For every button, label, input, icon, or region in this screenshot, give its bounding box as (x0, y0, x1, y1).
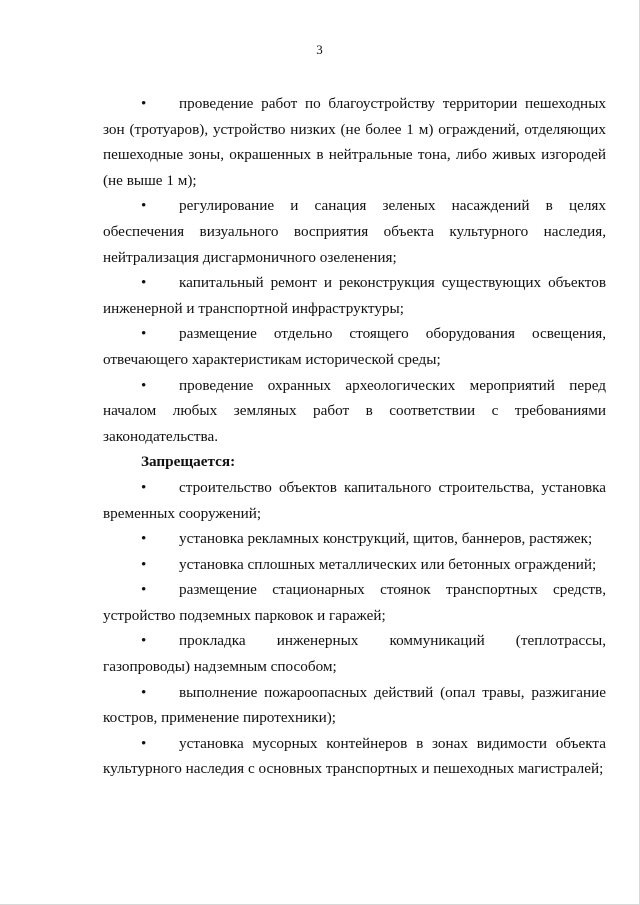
section-heading: Запрещается: (141, 453, 236, 471)
list-item (103, 628, 606, 679)
list-item (103, 373, 606, 450)
list-item (103, 321, 606, 372)
list-item (103, 91, 606, 193)
bullet-icon: • (141, 683, 147, 701)
bullet-icon: • (141, 95, 147, 112)
bullet-icon: • (141, 274, 147, 292)
list-item-text: установка сплошных металлических или бетонных ограждений; (179, 555, 597, 573)
list-item-text: выполнение пожароопасных действий (опал травы, разжигание костров, применение пиротехники); (103, 683, 606, 727)
list-item (103, 475, 606, 526)
list-item-text: регулирование и санация зеленых насаждений в целях обеспечения визуального восприятия объекта культурного наследия, нейтрализация дисгармоничного озеленения; (103, 197, 606, 266)
bullet-icon: • (141, 530, 147, 548)
list-item (103, 270, 606, 321)
list-item-text: строительство объектов капитального строительства, установка временных сооружений; (103, 478, 606, 522)
list-item (103, 577, 606, 628)
document-body (103, 91, 606, 782)
list-item-text: установка рекламных конструкций, щитов, баннеров, растяжек; (179, 530, 593, 548)
list-item-text: установка мусорных контейнеров в зонах видимости объекта культурного наследия с основных транспортных и пешеходных магистралей; (103, 734, 606, 778)
list-item-text: проведение работ по благоустройству территории пешеходных зон (тротуаров), устройство низких (не более 1 м) ограждений, отделяющих пешеходные зоны, окрашенных в нейтральные тона, либо живых изгородей (не выше 1 м); (103, 95, 606, 189)
list-item (103, 526, 606, 552)
list-item-text: прокладка инженерных коммуникаций (теплотрассы, газопроводы) надземным способом; (103, 632, 606, 676)
bullet-icon: • (141, 581, 147, 599)
list-item (103, 680, 606, 731)
bullet-icon: • (141, 734, 147, 752)
list-item-text: размещение стационарных стоянок транспортных средств, устройство подземных парковок и гаражей; (103, 581, 606, 624)
list-item (103, 552, 606, 578)
bullet-icon: • (141, 478, 147, 496)
bullet-icon: • (141, 197, 147, 215)
list-item (103, 731, 606, 782)
list-item-text: капитальный ремонт и реконструкция существующих объектов инженерной и транспортной инфраструктуры; (103, 274, 606, 317)
bullet-icon: • (141, 632, 147, 650)
bullet-icon: • (141, 376, 147, 394)
bullet-icon: • (141, 555, 147, 573)
list-item-text: размещение отдельно стоящего оборудования освещения, отвечающего характеристикам исторической среды; (103, 325, 606, 368)
list-item (103, 193, 606, 270)
page-number: 3 (316, 42, 323, 57)
bullet-icon: • (141, 325, 147, 343)
list-item-text: проведение охранных археологических мероприятий перед началом любых земляных работ в соответствии с требованиями законодательства. (103, 376, 606, 445)
